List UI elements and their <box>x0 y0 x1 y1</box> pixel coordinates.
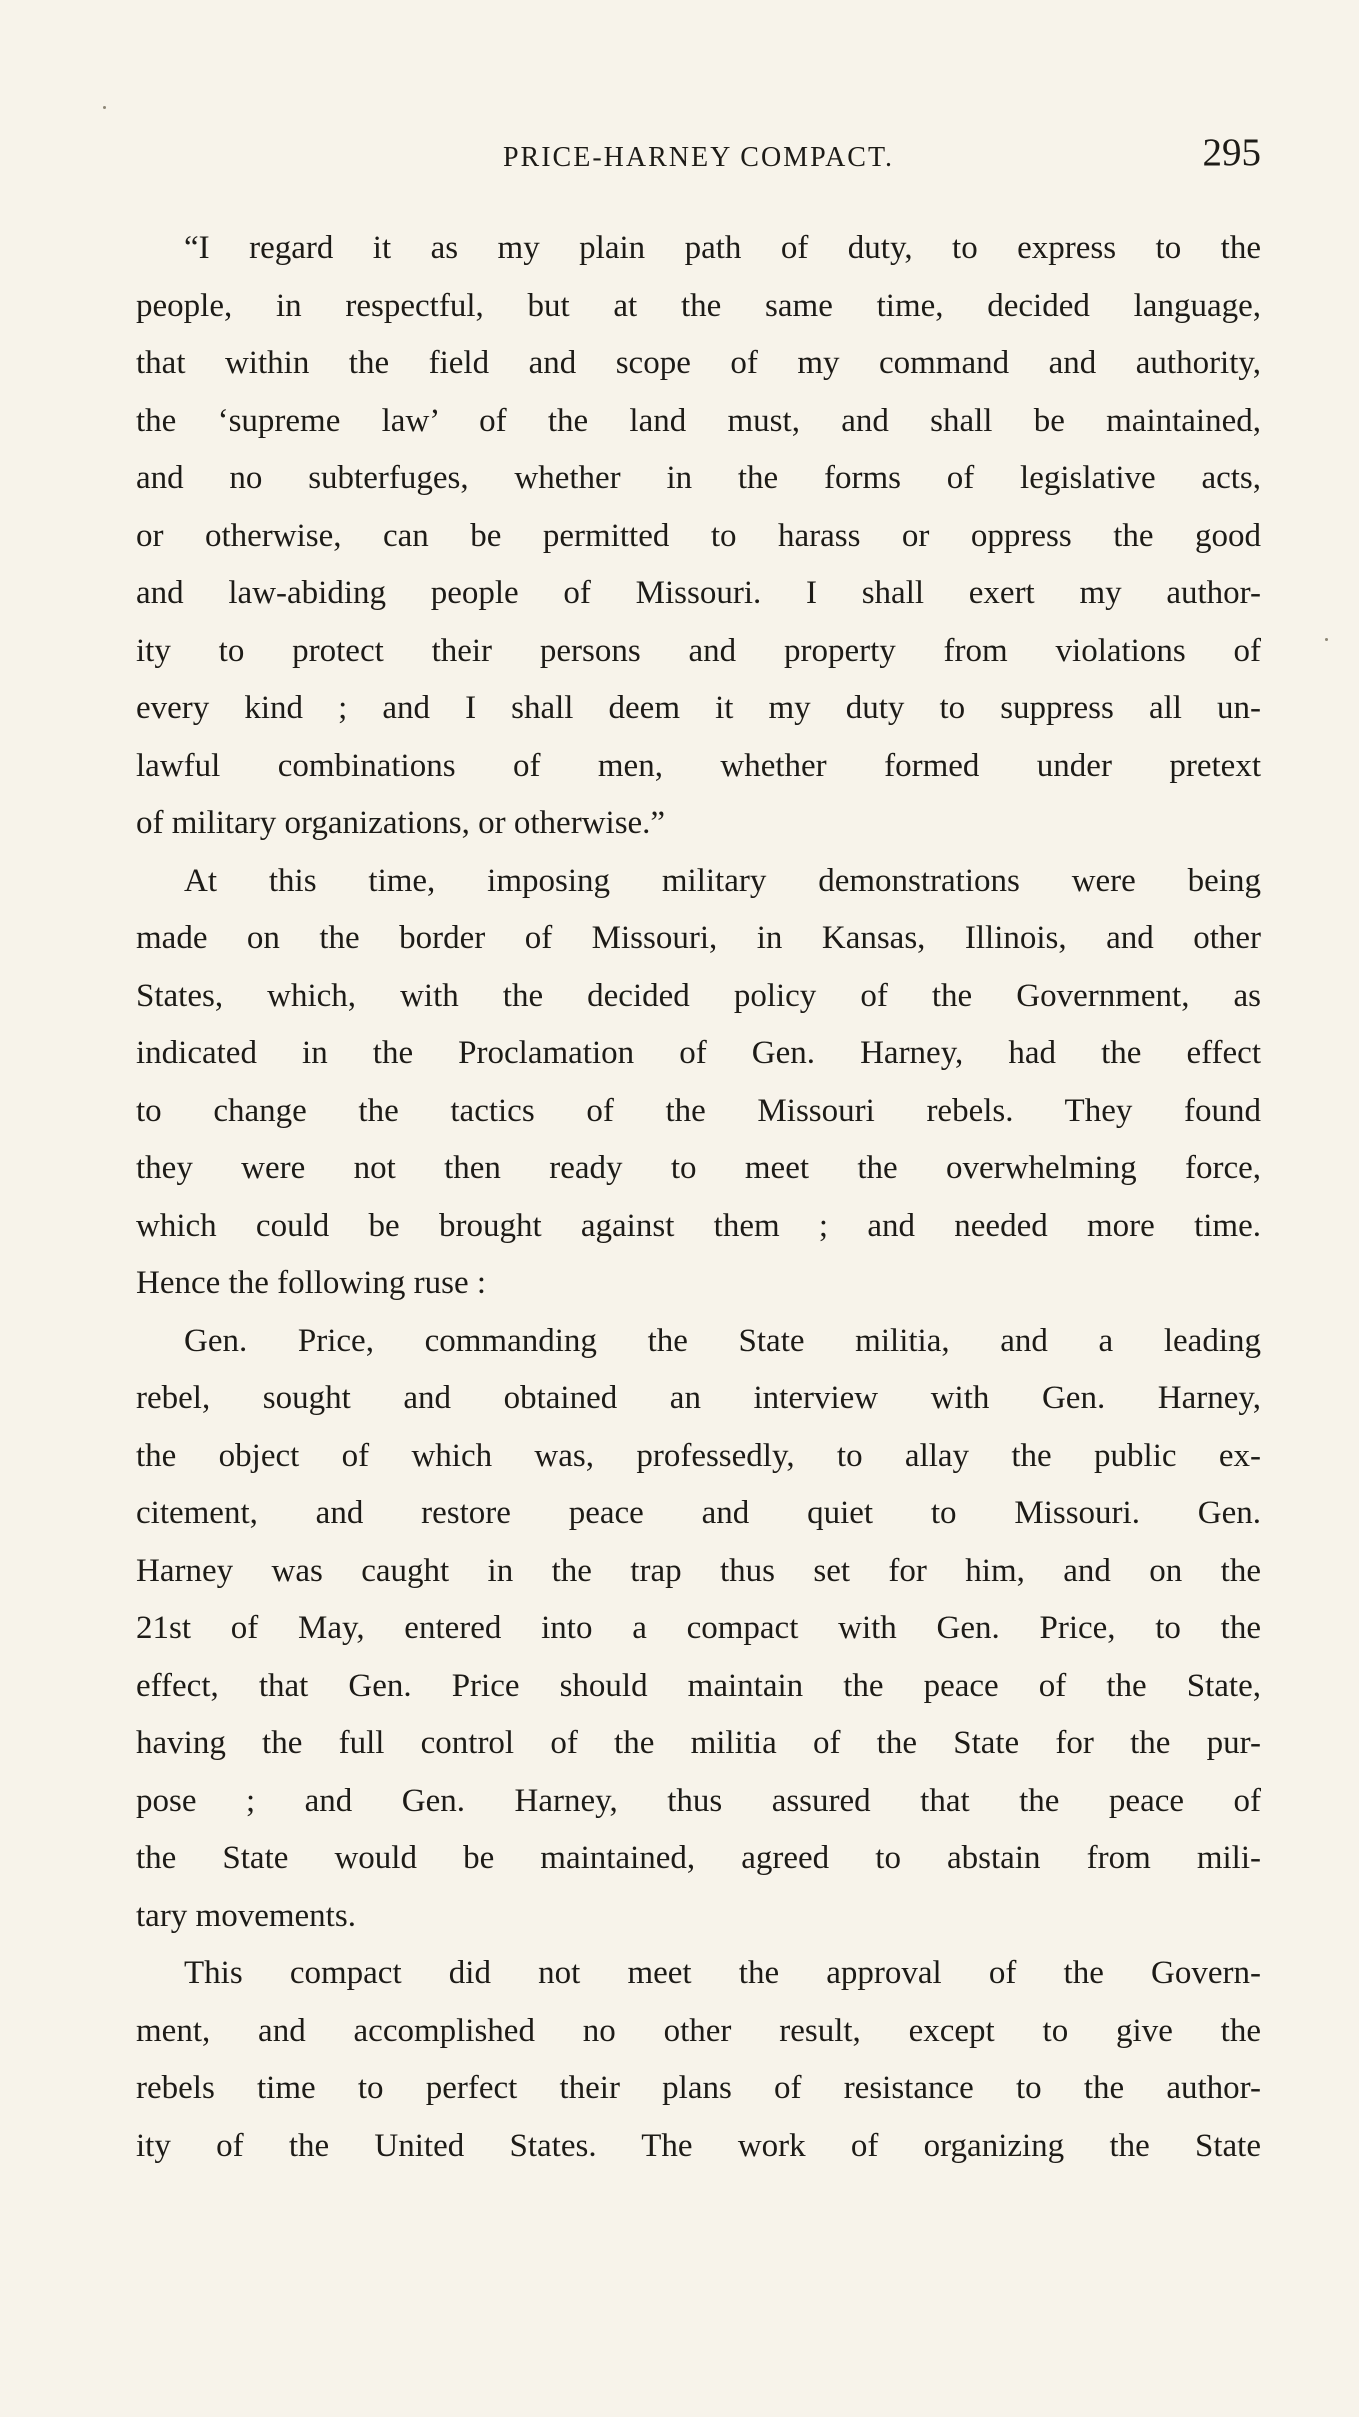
text-line: effect, that Gen. Price should maintain the peace of the State, <box>136 1667 1261 1704</box>
text-line: the State would be maintained, agreed to abstain from mili- <box>136 1840 1261 1876</box>
paper-speck <box>1325 638 1328 641</box>
text-line: ment, and accomplished no other result, except to give the <box>136 2012 1261 2049</box>
paper-speck <box>103 106 106 109</box>
text-line: they were not then ready to meet the overwhelming force, <box>136 1150 1261 1186</box>
text-line: tary movements. <box>136 1897 356 1934</box>
text-line: rebel, sought and obtained an interview with Gen. Harney, <box>136 1380 1261 1416</box>
text-line: Hence the following ruse : <box>136 1265 487 1301</box>
text-line: to change the tactics of the Missouri rebels. They found <box>136 1092 1261 1129</box>
text-line: people, in respectful, but at the same time, decided language, <box>136 287 1261 324</box>
text-line: the ‘supreme law’ of the land must, and shall be maintained, <box>136 402 1261 439</box>
paragraph <box>136 853 1261 1313</box>
text-line: of military organizations, or otherwise.” <box>136 805 666 841</box>
text-line: and no subterfuges, whether in the forms of legislative acts, <box>136 460 1261 496</box>
text-line: or otherwise, can be permitted to harass or oppress the good <box>136 517 1261 554</box>
paragraph <box>136 220 1261 853</box>
body-text <box>136 220 1261 2164</box>
text-line: “I regard it as my plain path of duty, to express to the <box>184 230 1261 266</box>
paragraph <box>136 1313 1261 1946</box>
text-line: indicated in the Proclamation of Gen. Harney, had the effect <box>136 1035 1261 1071</box>
text-line: that within the field and scope of my command and authority, <box>136 345 1261 381</box>
text-line: At this time, imposing military demonstrations were being <box>184 862 1261 899</box>
text-line: ity of the United States. The work of organizing the State <box>136 2127 1261 2164</box>
text-line: ity to protect their persons and property from violations of <box>136 632 1261 669</box>
text-line: States, which, with the decided policy of the Government, as <box>136 977 1261 1014</box>
text-line: citement, and restore peace and quiet to Missouri. Gen. <box>136 1495 1261 1531</box>
text-line: Harney was caught in the trap thus set for him, and on the <box>136 1552 1261 1589</box>
text-line: 21st of May, entered into a compact with Gen. Price, to the <box>136 1610 1261 1646</box>
page-header <box>136 128 1261 184</box>
text-line: having the full control of the militia of the State for the pur- <box>136 1725 1261 1761</box>
text-line: which could be brought against them ; and needed more time. <box>136 1207 1261 1244</box>
text-line: Gen. Price, commanding the State militia, and a leading <box>184 1322 1261 1359</box>
paragraph <box>136 1945 1261 2175</box>
text-line: This compact did not meet the approval of the Govern- <box>184 1955 1261 1991</box>
text-line: pose ; and Gen. Harney, thus assured that the peace of <box>136 1782 1261 1819</box>
text-line: the object of which was, professedly, to allay the public ex- <box>136 1437 1261 1474</box>
page-number: 295 <box>1202 131 1261 174</box>
text-line: and law-abiding people of Missouri. I shall exert my author- <box>136 575 1261 611</box>
running-head: PRICE-HARNEY COMPACT. <box>502 142 894 173</box>
text-line: every kind ; and I shall deem it my duty to suppress all un- <box>136 690 1261 726</box>
text-line: made on the border of Missouri, in Kansas, Illinois, and other <box>136 920 1261 956</box>
text-line: lawful combinations of men, whether formed under pretext <box>136 747 1261 784</box>
text-line: rebels time to perfect their plans of resistance to the author- <box>136 2070 1261 2106</box>
